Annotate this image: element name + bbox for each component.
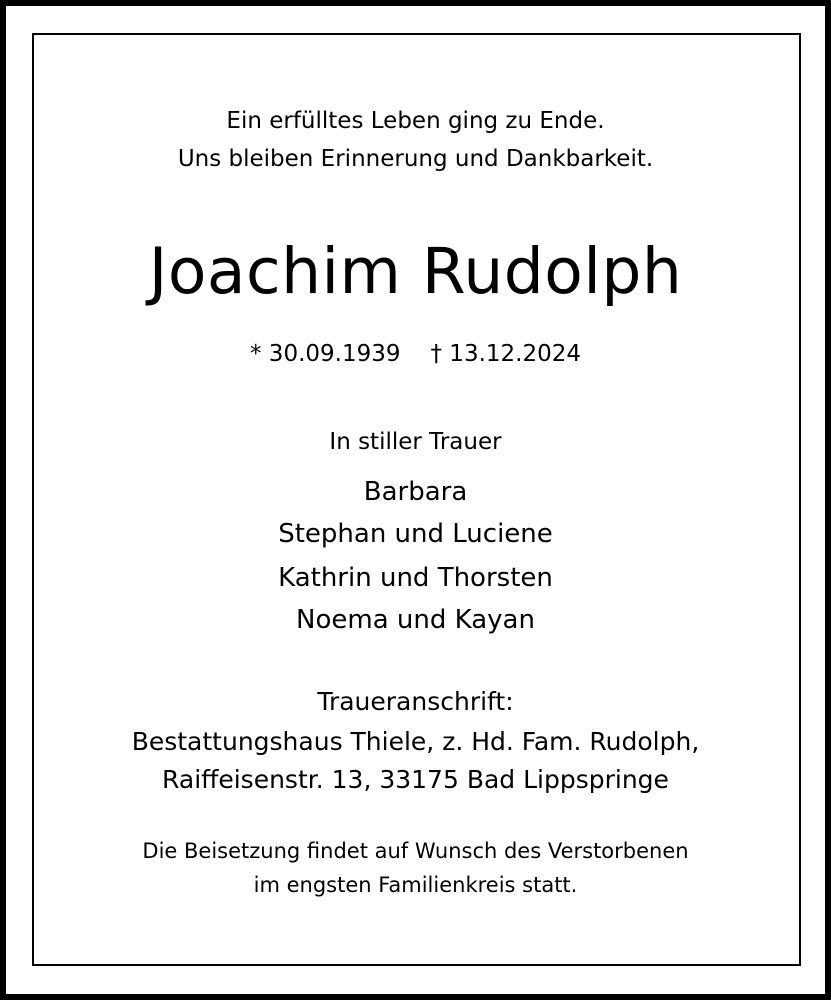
mourner-name: Barbara — [363, 477, 468, 507]
burial-note-line-2: im engsten Familienkreis statt. — [253, 873, 578, 897]
intro-line-1: Ein erfülltes Leben ging zu Ende. — [226, 108, 605, 134]
mourner-name: Kathrin und Thorsten — [278, 563, 553, 593]
mourner-name: Stephan und Luciene — [278, 519, 553, 549]
address-line-1: Bestattungshaus Thiele, z. Hd. Fam. Rudolph, — [131, 727, 700, 756]
address-label: Traueranschrift: — [317, 687, 514, 716]
birth-date: * 30.09.1939 — [250, 341, 401, 367]
intro-line-2: Uns bleiben Erinnerung und Dankbarkeit. — [177, 146, 654, 172]
death-date: † 13.12.2024 — [430, 341, 581, 367]
deceased-name: Joachim Rudolph — [148, 235, 683, 308]
mourning-label: In stiller Trauer — [329, 429, 502, 455]
burial-note-line-1: Die Beisetzung findet auf Wunsch des Verstorbenen — [142, 839, 689, 863]
address-line-2: Raiffeisenstr. 13, 33175 Bad Lippspringe — [162, 765, 669, 794]
mourner-name: Noema und Kayan — [296, 605, 535, 635]
life-dates — [6, 336, 825, 372]
